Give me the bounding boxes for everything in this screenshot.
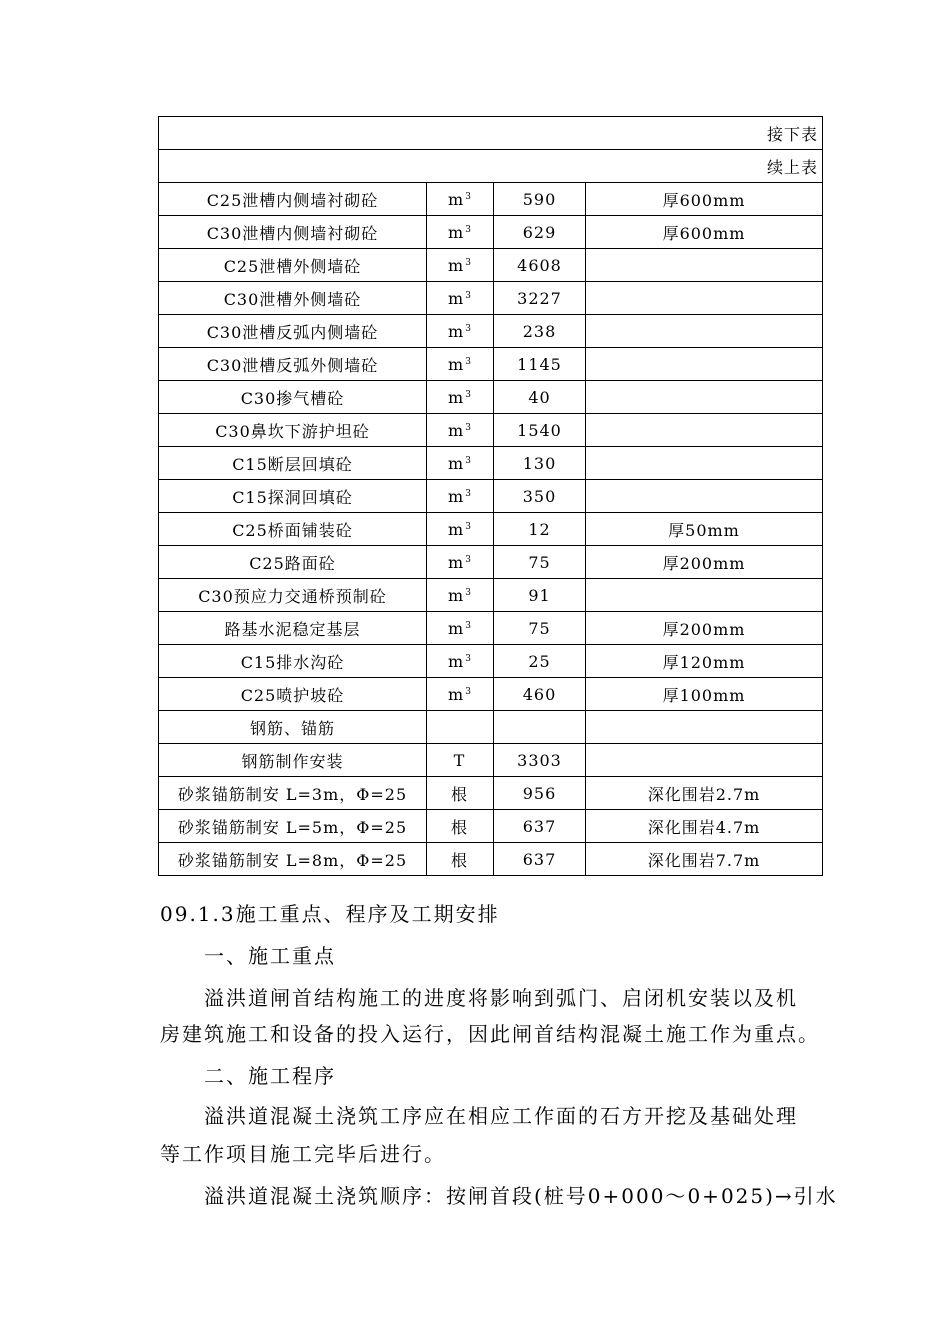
item-cell: 路基水泥稳定基层 — [159, 612, 427, 645]
subheading-construction-focus: 一、施工重点 — [204, 944, 336, 968]
paragraph-3-line-1: 溢洪道混凝土浇筑顺序：按闸首段(桩号0+000～0+025)→引水 — [204, 1184, 838, 1208]
table-row — [159, 249, 823, 282]
unit-text: m — [448, 486, 465, 506]
quantity-cell: 637 — [494, 810, 586, 843]
unit-superscript: 3 — [465, 620, 472, 631]
unit-text: 根 — [450, 784, 468, 804]
remark-cell — [586, 381, 823, 414]
quantity-cell: 350 — [494, 480, 586, 513]
table-row — [159, 777, 823, 810]
unit-superscript: 3 — [465, 686, 472, 697]
unit-cell — [427, 216, 494, 249]
unit-superscript: 3 — [465, 323, 472, 334]
item-cell: C25泄槽内侧墙衬砌砼 — [159, 183, 427, 216]
table-row — [159, 348, 823, 381]
item-cell: C15排水沟砼 — [159, 645, 427, 678]
quantity-cell: 75 — [494, 546, 586, 579]
unit-cell — [427, 579, 494, 612]
remark-cell — [586, 282, 823, 315]
remark-cell: 厚600mm — [586, 216, 823, 249]
unit-cell — [427, 447, 494, 480]
table-row — [159, 744, 823, 777]
table-row — [159, 711, 823, 744]
quantity-cell: 3227 — [494, 282, 586, 315]
table-row — [159, 414, 823, 447]
remark-cell — [586, 414, 823, 447]
table-row — [159, 645, 823, 678]
remark-cell: 厚200mm — [586, 546, 823, 579]
quantity-cell: 1540 — [494, 414, 586, 447]
quantity-cell: 637 — [494, 843, 586, 876]
unit-superscript: 3 — [465, 290, 472, 301]
remark-cell — [586, 744, 823, 777]
remark-cell — [586, 348, 823, 381]
item-cell: C30泄槽反弧外侧墙砼 — [159, 348, 427, 381]
unit-text: m — [448, 288, 465, 308]
section-heading: 09.1.3施工重点、程序及工期安排 — [160, 902, 500, 926]
item-cell: 砂浆锚筋制安 L=5m，Φ=25 — [159, 810, 427, 843]
unit-superscript: 3 — [465, 356, 472, 367]
remark-cell — [586, 480, 823, 513]
unit-text: m — [448, 618, 465, 638]
unit-cell — [427, 777, 494, 810]
table-row — [159, 183, 823, 216]
unit-text: m — [448, 255, 465, 275]
unit-text: m — [448, 585, 465, 605]
unit-superscript: 3 — [465, 455, 472, 466]
item-cell: C25喷护坡砼 — [159, 678, 427, 711]
unit-superscript: 3 — [465, 257, 472, 268]
item-cell: C30掺气槽砼 — [159, 381, 427, 414]
unit-cell — [427, 678, 494, 711]
item-cell: C30鼻坎下游护坦砼 — [159, 414, 427, 447]
unit-cell — [427, 546, 494, 579]
quantity-cell: 25 — [494, 645, 586, 678]
quantity-cell: 91 — [494, 579, 586, 612]
remark-cell: 厚200mm — [586, 612, 823, 645]
remark-cell — [586, 249, 823, 282]
table-row — [159, 381, 823, 414]
unit-cell — [427, 744, 494, 777]
unit-text: m — [448, 387, 465, 407]
item-cell: C15断层回填砼 — [159, 447, 427, 480]
table-row — [159, 315, 823, 348]
unit-superscript: 3 — [465, 488, 472, 499]
unit-cell — [427, 612, 494, 645]
table-row — [159, 579, 823, 612]
subheading-construction-procedure: 二、施工程序 — [204, 1064, 336, 1088]
remark-cell: 深化围岩4.7m — [586, 810, 823, 843]
unit-cell — [427, 645, 494, 678]
remark-cell: 厚50mm — [586, 513, 823, 546]
table-row — [159, 282, 823, 315]
remark-cell — [586, 579, 823, 612]
unit-text: 根 — [450, 850, 468, 870]
item-cell: C30预应力交通桥预制砼 — [159, 579, 427, 612]
unit-superscript: 3 — [465, 422, 472, 433]
unit-cell — [427, 711, 494, 744]
remark-cell: 厚600mm — [586, 183, 823, 216]
item-cell: C30泄槽外侧墙砼 — [159, 282, 427, 315]
table-row — [159, 843, 823, 876]
table-row — [159, 612, 823, 645]
item-cell: C25泄槽外侧墙砼 — [159, 249, 427, 282]
table-row — [159, 447, 823, 480]
unit-text: m — [448, 651, 465, 671]
unit-cell — [427, 381, 494, 414]
unit-cell — [427, 810, 494, 843]
unit-text: T — [453, 750, 466, 770]
table-continue-prev-row — [159, 150, 823, 183]
remark-cell: 厚120mm — [586, 645, 823, 678]
quantity-cell: 1145 — [494, 348, 586, 381]
continue-prev-label: 续上表 — [159, 150, 823, 183]
item-cell: C25路面砼 — [159, 546, 427, 579]
unit-text: m — [448, 189, 465, 209]
quantity-cell: 590 — [494, 183, 586, 216]
quantity-table-body — [159, 117, 823, 876]
unit-superscript: 3 — [465, 389, 472, 400]
unit-text: m — [448, 354, 465, 374]
remark-cell — [586, 447, 823, 480]
item-cell: C30泄槽内侧墙衬砌砼 — [159, 216, 427, 249]
item-cell: 砂浆锚筋制安 L=3m，Φ=25 — [159, 777, 427, 810]
table-row — [159, 810, 823, 843]
unit-text: m — [448, 684, 465, 704]
unit-text: m — [448, 453, 465, 473]
unit-text: m — [448, 519, 465, 539]
unit-superscript: 3 — [465, 521, 472, 532]
quantity-cell: 629 — [494, 216, 586, 249]
quantity-cell: 12 — [494, 513, 586, 546]
item-cell: 钢筋、锚筋 — [159, 711, 427, 744]
unit-cell — [427, 843, 494, 876]
unit-text: m — [448, 420, 465, 440]
unit-cell — [427, 282, 494, 315]
quantity-cell — [494, 711, 586, 744]
item-cell: 钢筋制作安装 — [159, 744, 427, 777]
remark-cell: 深化围岩2.7m — [586, 777, 823, 810]
table-row — [159, 546, 823, 579]
unit-cell — [427, 480, 494, 513]
remark-cell: 厚100mm — [586, 678, 823, 711]
paragraph-2-line-2: 等工作项目施工完毕后进行。 — [160, 1142, 446, 1166]
unit-cell — [427, 513, 494, 546]
unit-superscript: 3 — [465, 587, 472, 598]
quantity-cell: 75 — [494, 612, 586, 645]
item-cell: C30泄槽反弧内侧墙砼 — [159, 315, 427, 348]
remark-cell — [586, 315, 823, 348]
table-row — [159, 513, 823, 546]
unit-superscript: 3 — [465, 191, 472, 202]
quantity-cell: 40 — [494, 381, 586, 414]
quantity-cell: 4608 — [494, 249, 586, 282]
unit-cell — [427, 183, 494, 216]
table-row — [159, 678, 823, 711]
quantity-cell: 460 — [494, 678, 586, 711]
item-cell: C25桥面铺装砼 — [159, 513, 427, 546]
unit-superscript: 3 — [465, 224, 472, 235]
unit-text: m — [448, 552, 465, 572]
unit-cell — [427, 249, 494, 282]
unit-cell — [427, 348, 494, 381]
unit-text: m — [448, 222, 465, 242]
item-cell: C15探洞回填砼 — [159, 480, 427, 513]
remark-cell — [586, 711, 823, 744]
table-continue-next-row — [159, 117, 823, 150]
item-cell: 砂浆锚筋制安 L=8m，Φ=25 — [159, 843, 427, 876]
quantity-cell: 238 — [494, 315, 586, 348]
continue-next-label: 接下表 — [159, 117, 823, 150]
table-row — [159, 216, 823, 249]
paragraph-2-line-1: 溢洪道混凝土浇筑工序应在相应工作面的石方开挖及基础处理 — [204, 1104, 798, 1128]
quantity-cell: 956 — [494, 777, 586, 810]
quantity-table — [158, 116, 823, 876]
remark-cell: 深化围岩7.7m — [586, 843, 823, 876]
unit-superscript: 3 — [465, 554, 472, 565]
paragraph-1-line-1: 溢洪道闸首结构施工的进度将影响到弧门、启闭机安装以及机 — [204, 986, 798, 1010]
paragraph-1-line-2: 房建筑施工和设备的投入运行，因此闸首结构混凝土施工作为重点。 — [160, 1022, 820, 1046]
unit-text: 根 — [450, 817, 468, 837]
unit-cell — [427, 414, 494, 447]
unit-text: m — [448, 321, 465, 341]
table-row — [159, 480, 823, 513]
unit-superscript: 3 — [465, 653, 472, 664]
unit-cell — [427, 315, 494, 348]
quantity-cell: 3303 — [494, 744, 586, 777]
quantity-cell: 130 — [494, 447, 586, 480]
